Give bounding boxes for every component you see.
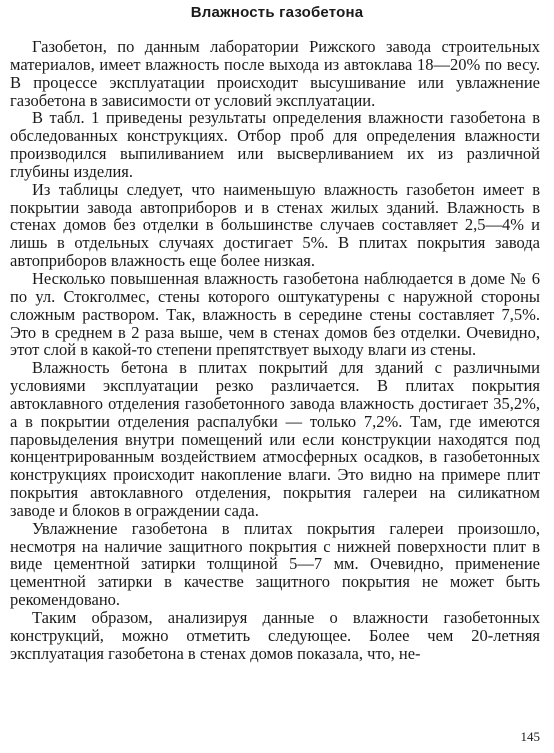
body-text <box>10 38 540 663</box>
paragraph-7: Таким образом, анализируя данные о влажности газобетонных конструкций, можно отметить следующее. Более чем 20-летняя эксплуатация газобетона в стенах домов показала, что, не- <box>10 608 540 663</box>
paragraph-2: В табл. 1 приведены результаты определения влажности газобетона в обследованных конструкциях. Отбор проб для определения влажности производился выпиливанием или высверливанием их из различной глубины изделия. <box>10 108 540 181</box>
paragraph-3: Из таблицы следует, что наименьшую влажность газобетон имеет в покрытии завода автоприборов и в стенах жилых зданий. Влажность в стенах домов без отделки в большинстве случаев составляет 2,5—4% и лишь в отдельных случаях достигает 5%. В плитах покрытия завода автоприборов влажность еще более низкая. <box>10 179 540 271</box>
paragraph-5: Влажность бетона в плитах покрытий для зданий с различными условиями эксплуатации резко различается. В плитах покрытия автоклавного отделения газобетонного завода влажность достигает 35,2%, а в покрытии отделения распалубки — только 7,2%. Там, где имеются паровыделения внутри помещений или если конструкции находятся под концентрированным воздействием атмосферных осадков, в газобетонных конструкциях происходит накопление влаги. Это видно на примере плит покрытия автоклавного отделения, покрытия галереи на силикатном заводе и блоков в ограждении сада. <box>10 358 540 520</box>
paragraph-4: Несколько повышенная влажность газобетона наблюдается в доме № 6 по ул. Стокголмес, стены которого оштукатурены с наружной стороны сложным раствором. Так, влажность в середине стены составляет 7,5%. Это в среднем в 2 раза выше, чем в стенах домов без отделки. Очевидно, этот слой в какой-то степени препятствует выходу влаги из стены. <box>10 268 540 360</box>
paragraph-1: Газобетон, по данным лаборатории Рижского завода строительных материалов, имеет влажность после выхода из автоклава 18—20% по весу. В процессе эксплуатации происходит высушивание или увлажнение газобетона в зависимости от условий эксплуатации. <box>10 37 540 110</box>
paragraph-6: Увлажнение газобетона в плитах покрытия галереи произошло, несмотря на наличие защитного покрытия с нижней поверхности плит в виде цементной затирки толщиной 5—7 мм. Очевидно, применение цементной затирки в качестве защитного покрытия не может быть рекомендовано. <box>10 518 540 610</box>
page-title: Влажность газобетона <box>190 4 364 21</box>
page-number: 145 <box>520 729 540 744</box>
